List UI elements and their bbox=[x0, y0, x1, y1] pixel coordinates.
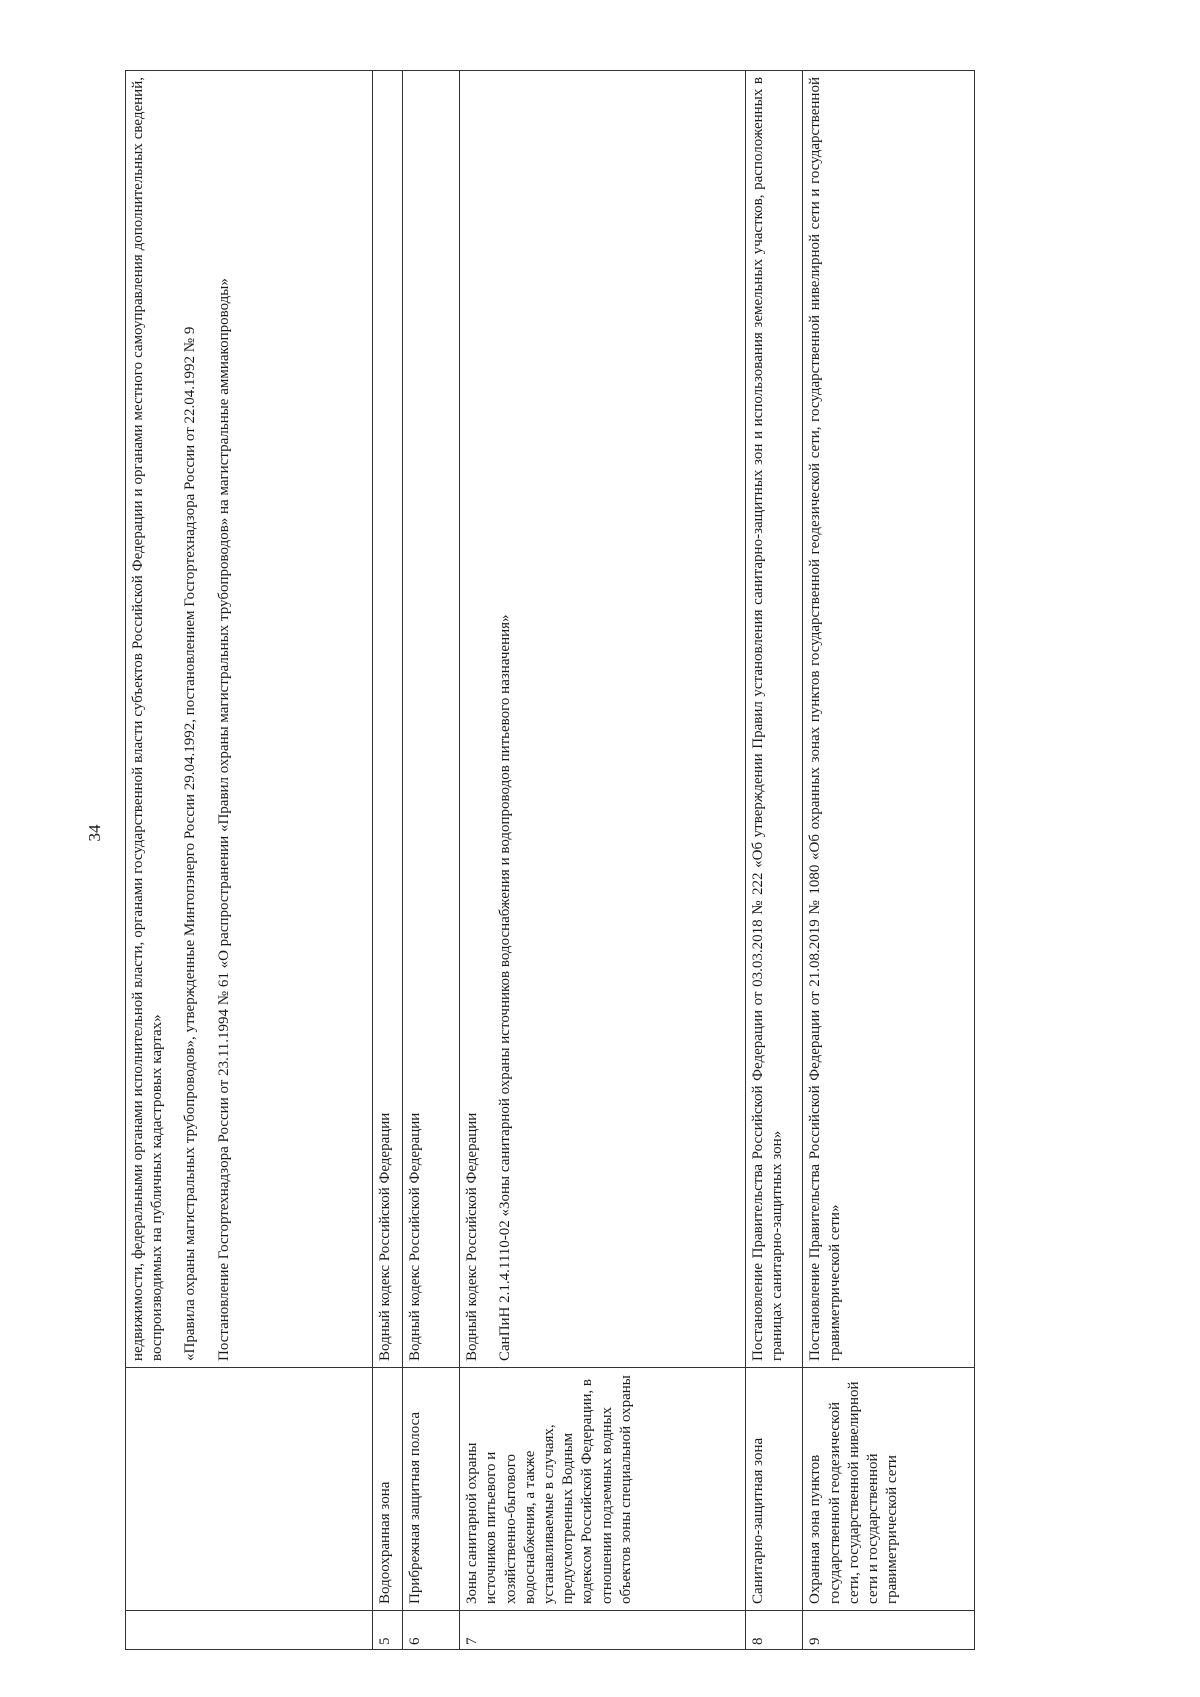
legal-documents-cell bbox=[460, 71, 746, 1368]
table-row bbox=[460, 71, 746, 1650]
row-number: 7 bbox=[460, 1611, 746, 1650]
zone-name: Охранная зона пунктов государственной геодезической сети, государственной нивелирной сети и государственной гравиметрической сети bbox=[803, 1368, 975, 1611]
continuation-paragraph-3: Постановление Госгортехнадзора России от 23.11.1994 № 61 «О распространении «Правил охраны магистральных трубопроводов» на магистральные аммиакопроводы» bbox=[215, 278, 232, 1361]
row-number: 9 bbox=[803, 1611, 975, 1650]
zone-name: Прибрежная защитная полоса bbox=[403, 1368, 460, 1611]
table-row bbox=[373, 71, 403, 1650]
row-number: 6 bbox=[403, 1611, 460, 1650]
row-number: 8 bbox=[746, 1611, 803, 1650]
zone-name: Санитарно-защитная зона bbox=[746, 1368, 803, 1611]
cell-zone-empty bbox=[126, 1368, 373, 1611]
zone-name: Водоохранная зона bbox=[373, 1368, 403, 1611]
zones-legal-basis-table bbox=[125, 70, 975, 1650]
row-number: 5 bbox=[373, 1611, 403, 1650]
cell-num-empty bbox=[126, 1611, 373, 1650]
document-table-container bbox=[125, 70, 975, 1650]
legal-document: Водный кодекс Российской Федерации bbox=[403, 71, 460, 1368]
table-row bbox=[803, 71, 975, 1650]
rotated-table-wrapper bbox=[125, 70, 975, 1650]
table-row bbox=[403, 71, 460, 1650]
continuation-paragraph-1: недвижимости, федеральными органами исполнительной власти, органами государственной власти субъектов Российской Федерации и органами местного самоуправления дополнительных сведений, воспроизводимых на публичных кадастровых картах» bbox=[130, 77, 166, 1361]
table-row bbox=[746, 71, 803, 1650]
legal-document: Водный кодекс Российской Федерации bbox=[464, 1112, 481, 1361]
cell-docs-continuation bbox=[126, 71, 373, 1368]
legal-document: СанПиН 2.1.4.1110-02 «Зоны санитарной охраны источников водоснабжения и водопроводов питьевого назначения» bbox=[497, 614, 514, 1361]
legal-document: Постановление Правительства Российской Федерации от 21.08.2019 № 1080 «Об охранных зонах пунктов государственной геодезической сети, государственной нивелирной сети и государственной гравиметрической сети» bbox=[803, 71, 975, 1368]
page-number: 34 bbox=[85, 824, 104, 842]
legal-document: Постановление Правительства Российской Федерации от 03.03.2018 № 222 «Об утверждении Правил установления санитарно-защитных зон и использования земельных участков, расположенных в границах санитарно-защитных зон» bbox=[746, 71, 803, 1368]
zone-name: Зоны санитарной охраны источников питьевого и хозяйственно-бытового водоснабжения, а также устанавливаемые в случаях, предусмотренных Водным кодексом Российской Федерации, в отношении подземных водных объектов зоны специальной охраны bbox=[460, 1368, 746, 1611]
legal-document: Водный кодекс Российской Федерации bbox=[373, 71, 403, 1368]
continuation-paragraph-2: «Правила охраны магистральных трубопроводов», утвержденные Минтопэнерго России 29.04.1992, постановлением Госгортехнадзора России от 22.04.1992 № 9 bbox=[182, 326, 199, 1361]
table-row-continuation bbox=[126, 71, 373, 1650]
